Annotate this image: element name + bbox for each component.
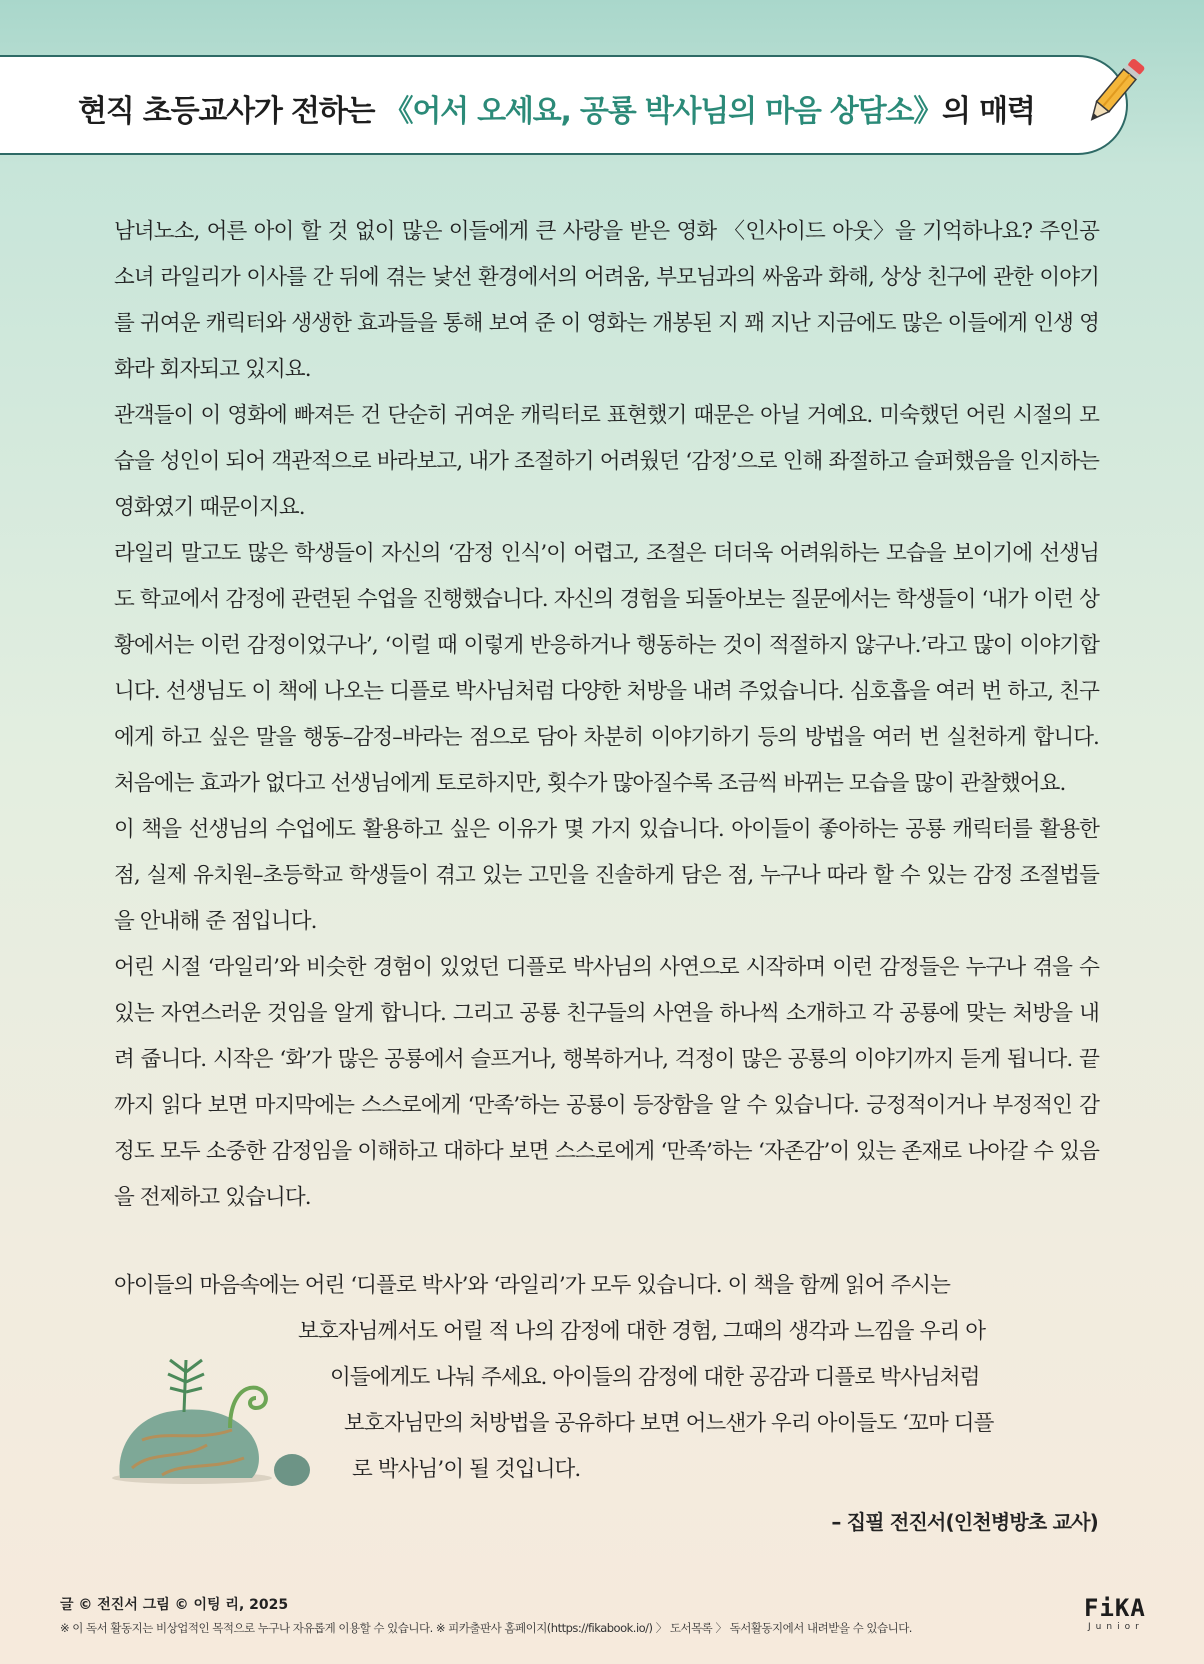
title-prefix: 현직 초등교사가 전하는 (78, 94, 384, 129)
closing-line-4: 보호자님만의 처방법을 공유하다 보면 어느샌가 우리 아이들도 ‘꼬마 디플 (344, 1411, 994, 1436)
page-title (78, 86, 1035, 130)
paragraph-1: 남녀노소, 어른 아이 할 것 없이 많은 이들에게 큰 사랑을 받은 영화 〈인사이드 아웃〉을 기억하나요? 주인공 소녀 라일리가 이사를 간 뒤에 겪는 낯선 환경에서의 어려움, 부모님과의 싸움과 화해, 상상 친구에 관한 이야기를 귀여운 캐릭터와 생생한 효과들을 통해 보여 준 이 영화는 개봉된 지 꽤 지난 지금에도 많은 이들에게 인생 영화라 회자되고 있지요. (114, 219, 1099, 382)
footer-credit: 글 © 전진서 그림 © 이팅 리, 2025 (60, 1597, 289, 1613)
closing-line-3: 이들에게도 나눠 주세요. 아이들의 감정에 대한 공감과 디플로 박사님처럼 (330, 1365, 980, 1390)
paragraph-4: 이 책을 선생님의 수업에도 활용하고 싶은 이유가 몇 가지 있습니다. 아이들이 좋아하는 공룡 캐릭터를 활용한 점, 실제 유치원–초등학교 학생들이 겪고 있는 고민을 진솔하게 담은 점, 누구나 따라 할 수 있는 감정 조절법들을 안내해 준 점입니다. (114, 817, 1099, 934)
closing-line-1: 아이들의 마음속에는 어린 ‘디플로 박사’와 ‘라일리’가 모두 있습니다. 이 책을 함께 읽어 주시는 (114, 1273, 951, 1298)
signature: – 집필 전진서(인천병방초 교사) (831, 1510, 1098, 1534)
closing-line-5: 로 박사님’이 될 것입니다. (352, 1457, 581, 1482)
closing-line-2: 보호자님께서도 어릴 적 나의 감정에 대한 경험, 그때의 생각과 느낌을 우리 아 (298, 1319, 986, 1344)
fika-junior-logo (1084, 1594, 1154, 1636)
paragraph-2: 관객들이 이 영화에 빠져든 건 단순히 귀여운 캐릭터로 표현했기 때문은 아닐 거예요. 미숙했던 어린 시절의 모습을 성인이 되어 객관적으로 바라보고, 내가 조절하기 어려웠던 ‘감정’으로 인해 좌절하고 슬퍼했음을 인지하는 영화였기 때문이지요. (114, 403, 1099, 520)
rock-plant-illustration (112, 1350, 322, 1490)
paragraph-3: 라일리 말고도 많은 학생들이 자신의 ‘감정 인식’이 어렵고, 조절은 더더욱 어려워하는 모습을 보이기에 선생님도 학교에서 감정에 관련된 수업을 진행했습니다. 자신의 경험을 되돌아보는 질문에서는 학생들이 ‘내가 이런 상황에서는 이런 감정이었구나’, ‘이럴 때 이렇게 반응하거나 행동하는 것이 적절하지 않구나.’라고 많이 이야기합니다. 선생님도 이 책에 나오는 디플로 박사님처럼 다양한 처방을 내려 주었습니다. 심호흡을 여러 번 하고, 친구에게 하고 싶은 말을 행동–감정–바라는 점으로 담아 차분히 이야기하기 등의 방법을 여러 번 실천하게 합니다. 처음에는 효과가 없다고 선생님에게 토로하지만, 횟수가 많아질수록 조금씩 바뀌는 모습을 많이 관찰했어요. (114, 541, 1099, 796)
paragraph-5: 어린 시절 ‘라일리’와 비슷한 경험이 있었던 디플로 박사님의 사연으로 시작하며 이런 감정들은 누구나 겪을 수 있는 자연스러운 것임을 알게 합니다. 그리고 공룡 친구들의 사연을 하나씩 소개하고 각 공룡에 맞는 처방을 내려 줍니다. 시작은 ‘화’가 많은 공룡에서 슬프거나, 행복하거나, 걱정이 많은 공룡의 이야기까지 듣게 됩니다. 끝까지 읽다 보면 마지막에는 스스로에게 ‘만족’하는 공룡이 등장함을 알 수 있습니다. 긍정적이거나 부정적인 감정도 모두 소중한 감정임을 이해하고 대하다 보면 스스로에게 ‘만족’하는 ‘자존감’이 있는 존재로 나아갈 수 있음을 전제하고 있습니다. (114, 955, 1099, 1210)
pencil-icon (1080, 52, 1150, 132)
logo-main-text: FiKA (1084, 1594, 1146, 1622)
logo-sub-text: Junior (1088, 1622, 1144, 1632)
title-suffix: 의 매력 (942, 94, 1035, 129)
article-body (114, 209, 1099, 1221)
title-book-name: 《어서 오세요, 공룡 박사님의 마음 상담소》 (383, 94, 943, 129)
footer-note: ※ 이 독서 활동지는 비상업적인 목적으로 누구나 자유롭게 이용할 수 있습니다. ※ 피카출판사 홈페이지(https://fikabook.io/) 〉 도서목록 〉 독서활동지에서 내려받을 수 있습니다. (60, 1621, 912, 1635)
